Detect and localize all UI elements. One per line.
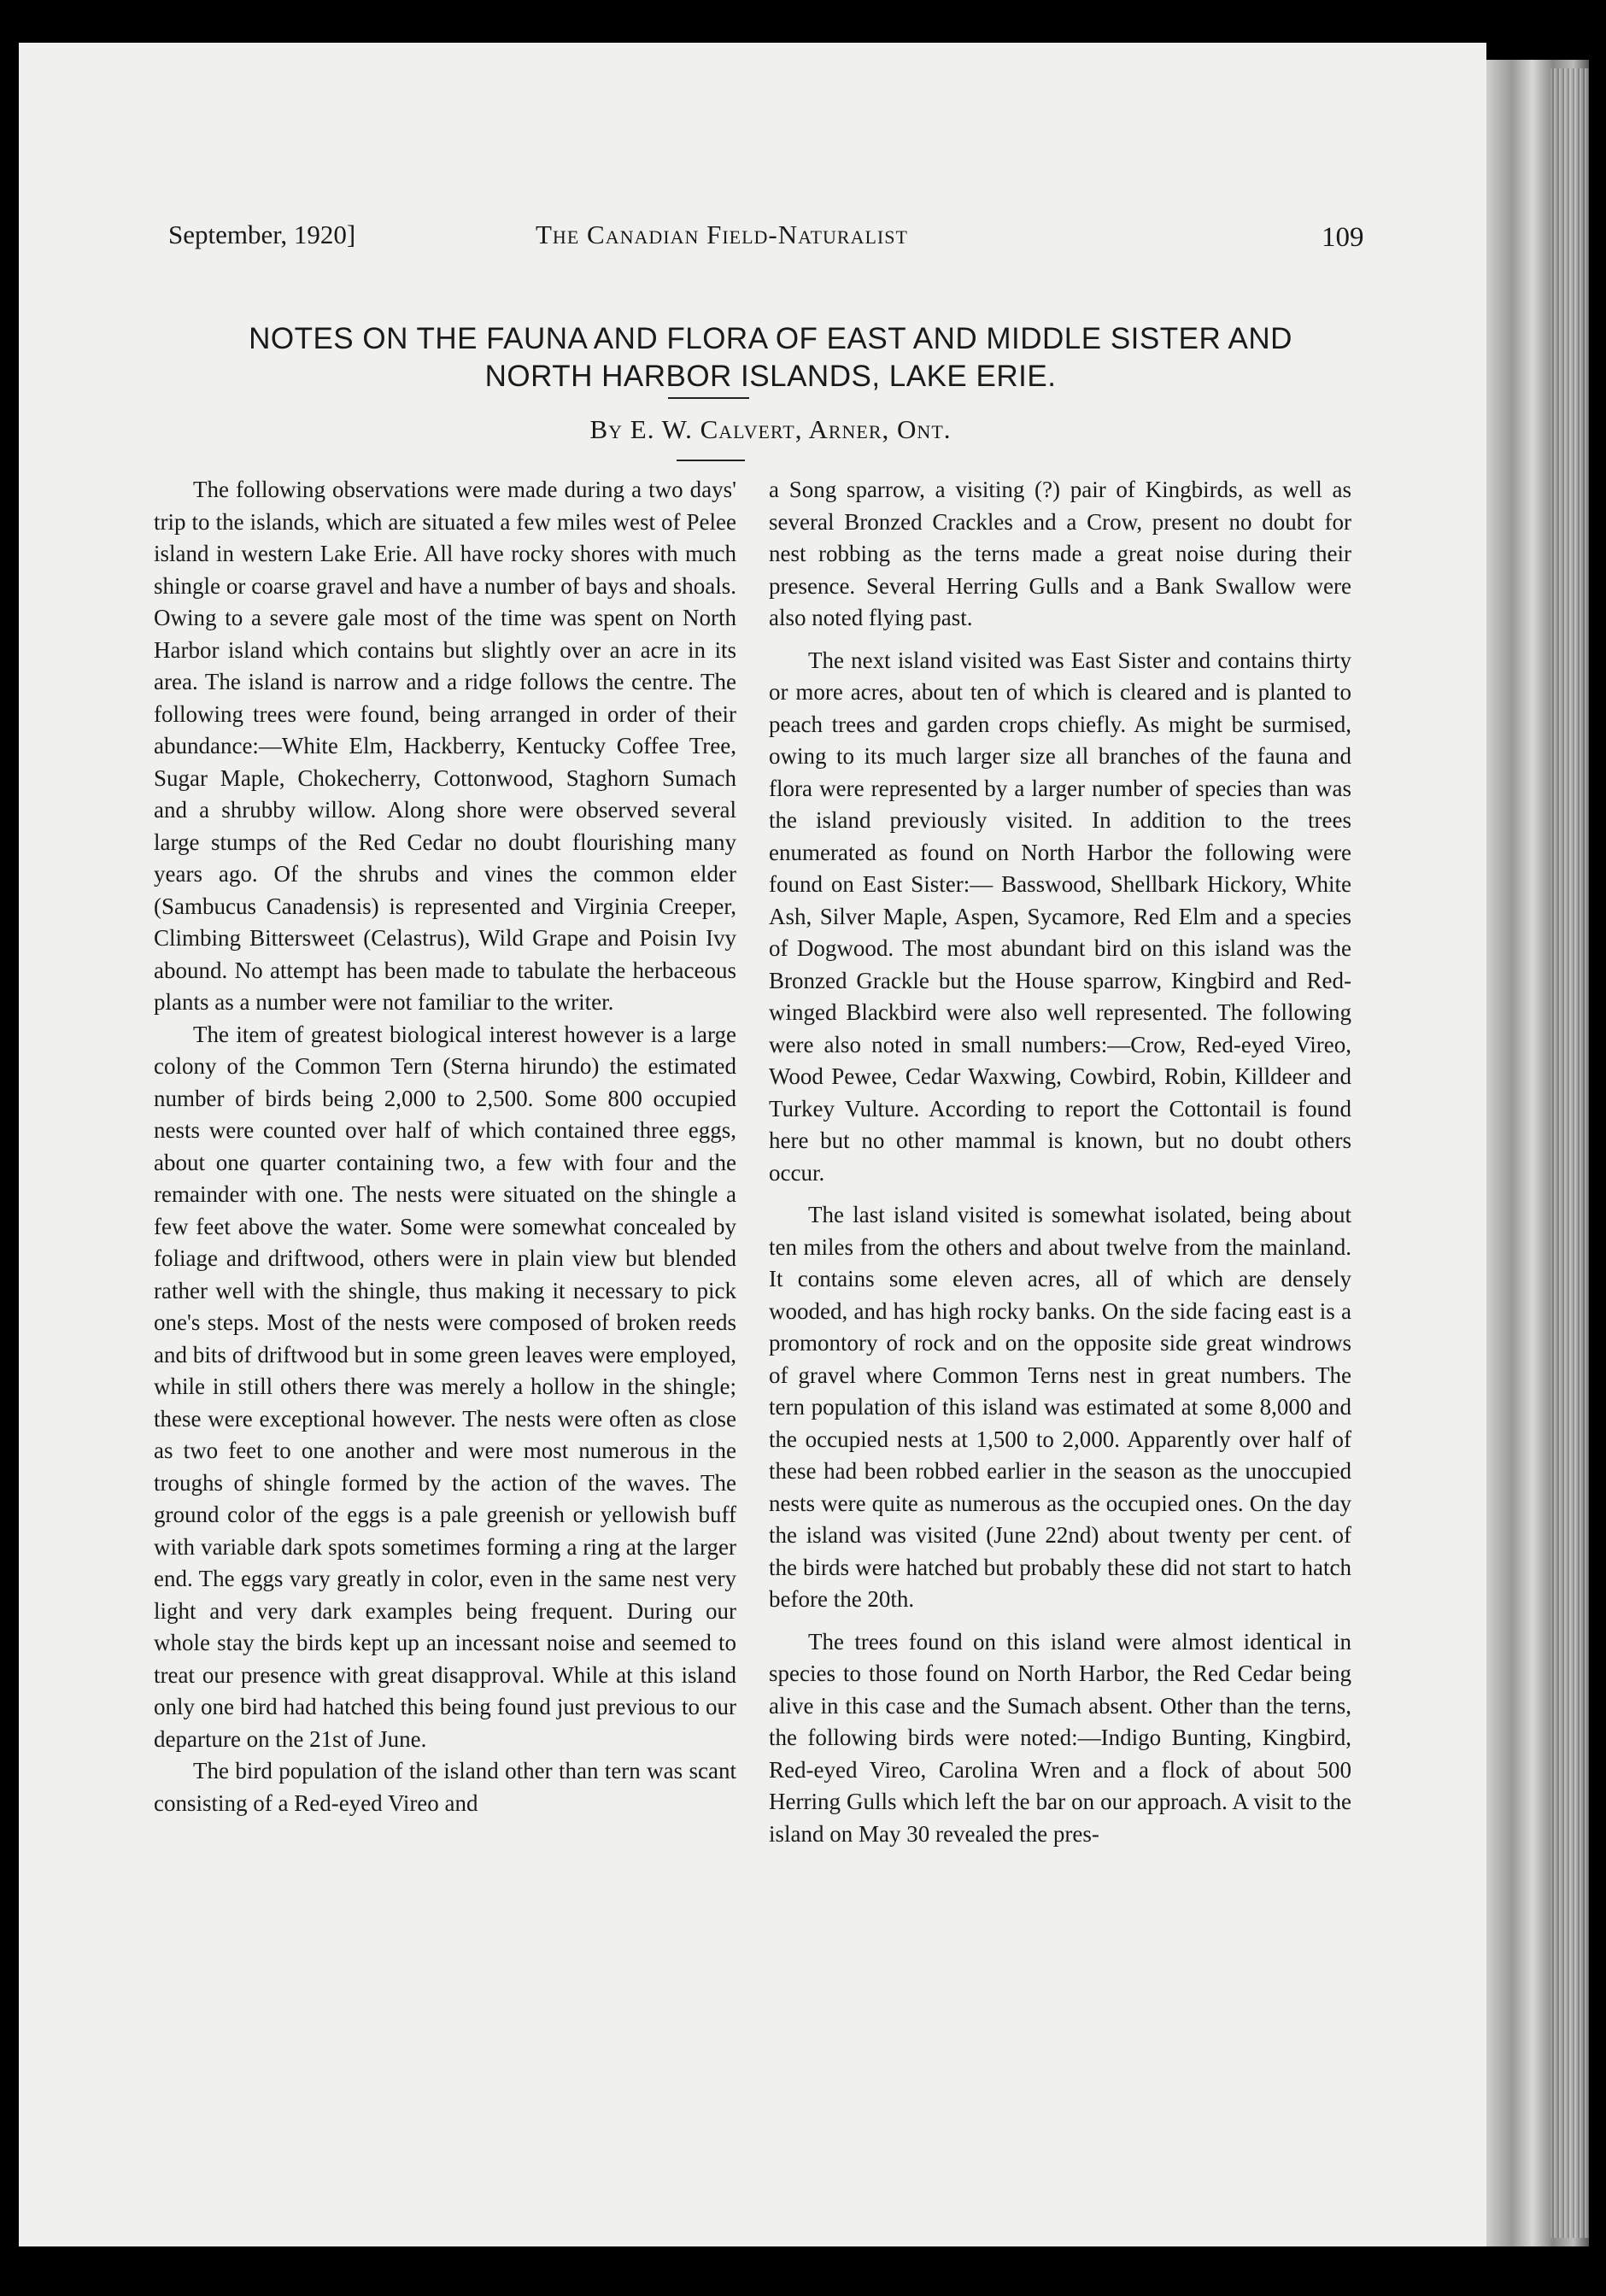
paragraph: The item of greatest biological interest however is a large colony of the Common Tern (Sterna hirundo) the estimated number of birds being 2,000 to 2,500. Some 800 occupied nests were counted over half of which contained three eggs, about one quarter containing two, a few with four and the remainder with one. The nests were situated on the shingle a few feet above the water. Some were somewhat concealed by foliage and driftwood, others were in plain view but blended rather well with the shingle, thus making it necessary to pick one's steps. Most of the nests were composed of broken reeds and bits of driftwood but in some green leaves were employed, while in still others there was merely a hollow in the shingle; these were exceptional however. The nests were often as close as two feet to one another and were most numerous in the troughs of shingle formed by the action of the waves. The ground color of the eggs is a pale greenish or yellowish buff with variable dark spots sometimes forming a ring at the larger end. The eggs vary greatly in color, even in the same nest very light and very dark examples being frequent. During our whole stay the birds kept up an incessant noise and seemed to treat our presence with great disapproval. While at this island only one bird had hatched this being found just previous to our departure on the 21st of June. [154, 1021, 736, 1752]
page-stack-edge [1550, 68, 1589, 2238]
article-title [151, 320, 1390, 395]
title-line-1: NOTES ON THE FAUNA AND FLORA OF EAST AND MIDDLE SISTER AND [249, 322, 1292, 355]
author-byline: By E. W. Calvert, Arner, Ont. [589, 414, 952, 444]
title-rule [668, 397, 749, 399]
title-line-2: NORTH HARBOR ISLANDS, LAKE ERIE. [484, 360, 1057, 393]
paragraph: a Song sparrow, a visiting (?) pair of Kingbirds, as well as several Bronzed Crackles and a Crow, present no doubt for nest robbing as the terns made a great noise during their presence. Several Herring Gulls and a Bank Swallow were also noted flying past. [769, 477, 1351, 630]
byline-rule [677, 460, 745, 461]
paragraph: The trees found on this island were almost identical in species to those found on North Harbor, the Red Cedar being alive in this case and the Sumach absent. Other than the terns, the following birds were noted:—Indigo Bunting, Kingbird, Red-eyed Vireo, Carolina Wren and a flock of about 500 Herring Gulls which left the bar on our approach. A visit to the island on May 30 revealed the pres- [769, 1628, 1351, 1847]
document-page [19, 43, 1486, 2246]
paragraph: The following observations were made during a two days' trip to the islands, which are situated a few miles west of Pelee island in western Lake Erie. All have rocky shores with much shingle or coarse gravel and have a number of bays and shoals. Owing to a severe gale most of the time was spent on North Harbor island which contains but slightly over an acre in its area. The island is narrow and a ridge follows the centre. The following trees were found, being arranged in order of their abundance:—White Elm, Hackberry, Kentucky Coffee Tree, Sugar Maple, Chokecherry, Cottonwood, Staghorn Sumach and a shrubby willow. Along shore were observed several large stumps of the Red Cedar no doubt flourishing many years ago. Of the shrubs and vines the common elder (Sambucus Canadensis) is represented and Virginia Creeper, Climbing Bittersweet (Celastrus), Wild Grape and Poisin Ivy abound. No attempt has been made to tabulate the herbaceous plants as a number were not familiar to the writer. [154, 477, 736, 1015]
left-column [154, 474, 736, 1819]
paragraph: The bird population of the island other than tern was scant consisting of a Red-eyed Vireo and [154, 1758, 736, 1816]
running-head [151, 209, 1390, 261]
journal-name: The Canadian Field-Naturalist [536, 220, 908, 249]
paragraph: The last island visited is somewhat isolated, being about ten miles from the others and about twelve from the mainland. It contains some eleven acres, all of which are densely wooded, and has high rocky banks. On the side facing east is a promontory of rock and on the opposite side great windrows of gravel where Common Terns nest in great numbers. The tern population of this island was estimated at some 8,000 and the occupied nests at 1,500 to 2,000. Apparently over half of these had been robbed earlier in the season as the unoccupied nests were quite as numerous as the occupied ones. On the day the island was visited (June 22nd) about twenty per cent. of the birds were hatched but probably these did not start to hatch before the 20th. [769, 1202, 1351, 1612]
right-column [769, 474, 1351, 1850]
page-number: 109 [1322, 222, 1364, 253]
paragraph: The next island visited was East Sister and contains thirty or more acres, about ten of which is cleared and is planted to peach trees and garden crops chiefly. As might be surmised, owing to its much larger size all branches of the fauna and flora were represented by a larger number of species than was the island previously visited. In addition to the trees enumerated as found on North Harbor the following were found on East Sister:— Basswood, Shellbark Hickory, White Ash, Silver Maple, Aspen, Sycamore, Red Elm and a species of Dogwood. The most abundant bird on this island was the Bronzed Grackle but the House sparrow, Kingbird and Red-winged Blackbird were also well represented. The following were also noted in small numbers:—Crow, Red-eyed Vireo, Wood Pewee, Cedar Waxwing, Cowbird, Robin, Killdeer and Turkey Vulture. According to report the Cottontail is found here but no other mammal is known, but no doubt others occur. [769, 647, 1351, 1186]
issue-date: September, 1920] [168, 220, 356, 249]
